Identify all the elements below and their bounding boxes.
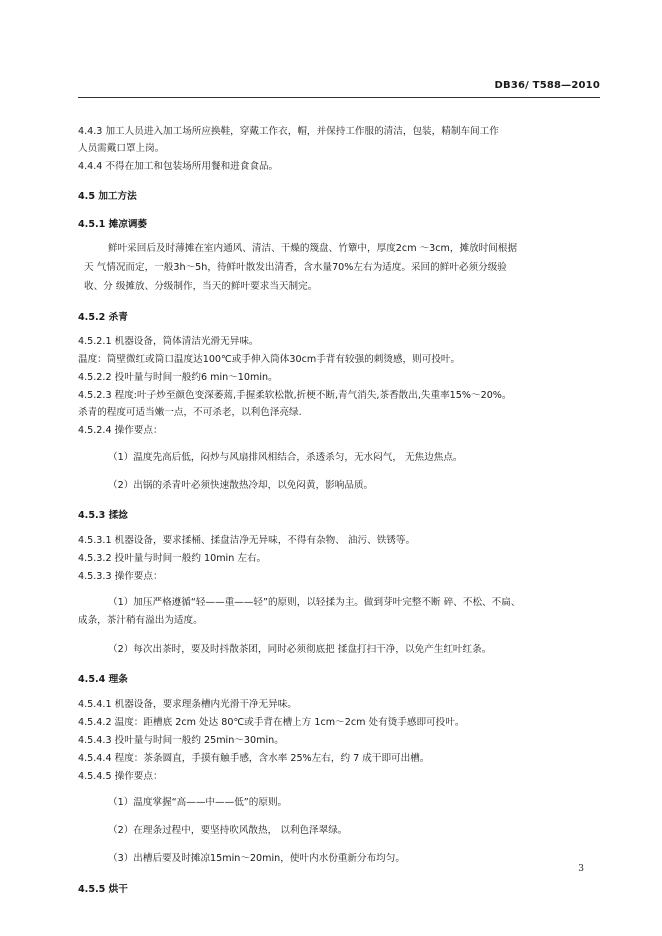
section-heading-4-5: 4.5 加工方法 — [78, 191, 137, 202]
list-item: （2）每次出茶时，要及时抖散茶团，同时必须彻底把 揉盘打扫干净，以免产生红叶红条。 — [108, 644, 492, 655]
clause-4-5-2-1: 4.5.2.1 机器设备，筒体清洁光滑无异味。 — [78, 336, 259, 347]
list-item: （1）加压严格遵循“轻——重——轻”的原则，以轻揉为主。做到芽叶完整不断 碎、不松、不扁、 — [108, 597, 521, 608]
paragraph-line: 收、分 级摊放、分级制作，当天的鲜叶要求当天制完。 — [84, 281, 318, 292]
clause-4-5-2-2: 4.5.2.2 投叶量与时间一般约6 min～10min。 — [78, 372, 278, 383]
list-item: （1）温度掌握“高——中——低”的原则。 — [108, 797, 288, 808]
clause-4-5-4-1: 4.5.4.1 机器设备，要求理条槽内光滑干净无异味。 — [78, 699, 297, 710]
section-heading-4-5-3: 4.5.3 揉捻 — [78, 510, 128, 521]
standard-code-header: DB36/ T588—2010 — [494, 80, 600, 91]
clause-4-5-4-2: 4.5.4.2 温度：距槽底 2cm 处达 80℃或手背在槽上方 1cm～2cm 处有烫手感即可投叶。 — [78, 717, 465, 728]
clause-4-5-2-4: 4.5.2.4 操作要点： — [78, 425, 163, 436]
section-heading-4-5-1: 4.5.1 摊凉调萎 — [78, 219, 148, 230]
list-item: （2）在理条过程中，要坚持吹风散热， 以利色泽翠绿。 — [108, 825, 348, 836]
list-item: （1）温度先高后低，闷炒与风扇排风相结合，杀透杀匀，无水闷气， 无焦边焦点。 — [108, 452, 463, 463]
paragraph-line: 鲜叶采回后及时薄摊在室内通风、清洁、干燥的篾盘、竹簟中，厚度2cm ～3cm，摊放时间根据 — [108, 243, 518, 254]
header-rule — [78, 97, 600, 98]
list-item: （2）出锅的杀青叶必须快速散热冷却，以免闷黄，影响品质。 — [108, 480, 374, 491]
page-number: 3 — [578, 864, 584, 874]
paragraph-line: 天 气情况而定，一般3h～5h，待鲜叶散发出清香，含水量70%左右为适度。采回的鲜叶必须分级验 — [84, 262, 507, 273]
list-item: （3）出槽后要及时摊凉15min～20min，使叶内水份重新分布均匀。 — [108, 853, 405, 864]
clause-4-5-3-2: 4.5.3.2 投叶量与时间一般约 10min 左右。 — [78, 553, 267, 564]
section-heading-4-5-5: 4.5.5 烘干 — [78, 884, 128, 895]
clause-4-4-3-cont: 人员需戴口罩上岗。 — [78, 143, 165, 154]
paragraph-line: 温度：筒壁微红或筒口温度达100℃或手伸入筒体30cm手背有较强的刺烫感，则可投叶。 — [78, 354, 461, 365]
clause-4-4-4: 4.4.4 不得在加工和包装场所用餐和进食食品。 — [78, 161, 279, 172]
clause-4-4-3: 4.4.3 加工人员进入加工场所应换鞋，穿戴工作衣，帽，并保持工作服的清洁，包装，精制车间工作 — [78, 126, 499, 137]
paragraph-line: 杀青的程度可适当嫩一点，不可杀老，以利色泽亮绿. — [78, 407, 302, 418]
clause-4-5-3-3: 4.5.3.3 操作要点： — [78, 571, 163, 582]
clause-4-5-4-4: 4.5.4.4 程度：茶条圆直，手摸有触手感，含水率 25%左右，约 7 成干即可出槽。 — [78, 753, 430, 764]
paragraph-line: 成条，茶汁稍有溢出为适度。 — [78, 615, 203, 626]
clause-4-5-4-3: 4.5.4.3 投叶量与时间一般约 25min～30min。 — [78, 735, 284, 746]
clause-4-5-4-5: 4.5.4.5 操作要点： — [78, 771, 163, 782]
section-heading-4-5-2: 4.5.2 杀青 — [78, 312, 128, 323]
clause-4-5-3-1: 4.5.3.1 机器设备，要求揉桶、揉盘洁净无异味，不得有杂物、 油污、铁锈等。 — [78, 535, 416, 546]
clause-4-5-2-3: 4.5.2.3 程度:叶子炒至颜色变深萎蔫,手握柔软松散,折梗不断,青气消失,茶香散出,失重率15%～20%。 — [78, 390, 512, 401]
section-heading-4-5-4: 4.5.4 理条 — [78, 674, 128, 685]
